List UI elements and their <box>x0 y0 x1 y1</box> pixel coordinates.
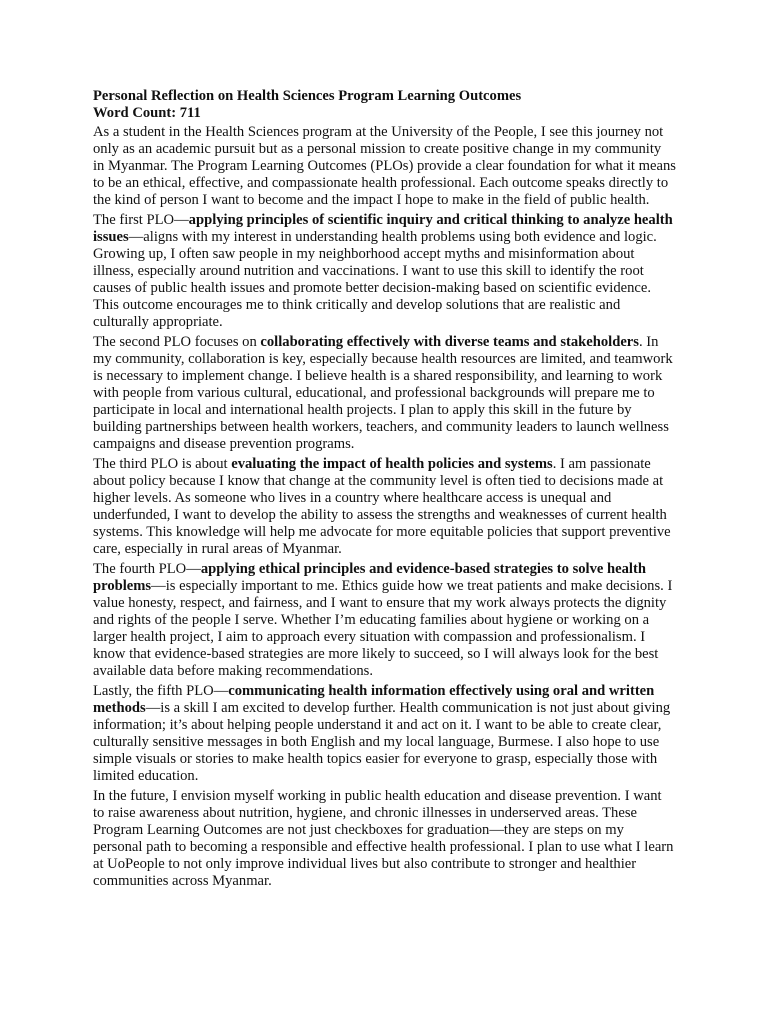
paragraph-text: —is especially important to me. Ethics guide how we treat patients and make decisions. I value honesty, respect, and fairness, and I want to ensure that my work always protects the dignity and rights of the people I serve. Whether I’m educating families about hygiene or working on a larger health project, I aim to approach every situation with compassion and professionalism. I know that evidence-based strategies are more likely to succeed, so I will always look for the best available data before making recommendations. <box>93 578 673 679</box>
paragraph-text: —is a skill I am excited to develop further. Health communication is not just about giving information; it’s about helping people understand it and act on it. I want to be able to create clear, culturally sensitive messages in both English and my local language, Burmese. I also hope to use simple visuals or stories to make health topics easier for everyone to grasp, especially those with limited education. <box>93 700 671 784</box>
paragraph-text: —aligns with my interest in understanding health problems using both evidence and logic. Growing up, I often saw people in my neighborhood accept myths and misinformation about illness, especially around nutrition and vaccinations. I want to use this skill to identify the root causes of public health issues and promote better decision-making based on scientific evidence. This outcome encourages me to think critically and develop solutions that are realistic and culturally appropriate. <box>93 229 657 330</box>
plo-3-emphasis: evaluating the impact of health policies and systems <box>231 456 553 472</box>
paragraph-text: The third PLO is about <box>93 456 232 472</box>
paragraph-intro: As a student in the Health Sciences program at the University of the People, I see this journey not only as an academic pursuit but as a personal mission to create positive change in my community in Myanmar. The Program Learning Outcomes (PLOs) provide a clear foundation for what it means to be an ethical, effective, and compassionate health professional. Each outcome speaks directly to the kind of person I want to become and the impact I hope to make in the field of public health. <box>93 124 676 208</box>
plo-2-emphasis: collaborating effectively with diverse teams and stakeholders <box>260 334 639 350</box>
document-title: Personal Reflection on Health Sciences Program Learning Outcomes <box>93 88 522 104</box>
paragraph-plo-1 <box>93 212 676 331</box>
paragraph-text: The fourth PLO— <box>93 561 201 577</box>
paragraph-text: The second PLO focuses on <box>93 334 261 350</box>
paragraph-text: . I am passionate about policy because I know that change at the community level is often tied to decisions made at higher levels. As someone who lives in a country where healthcare access is unequal and underfunded, I want to develop the ability to assess the strengths and weaknesses of current health systems. This knowledge will help me advocate for more equitable policies that support preventive care, especially in rural areas of Myanmar. <box>93 456 671 557</box>
plo-5-emphasis: communicating health information effectively using oral and written methods <box>93 683 655 716</box>
paragraph-text: . In my community, collaboration is key, especially because health resources are limited, and teamwork is necessary to implement change. I believe health is a shared responsibility, and learning to work with people from various cultural, educational, and professional backgrounds will prepare me to participate in local and international health projects. I plan to apply this skill in the future by building partnerships between health workers, teachers, and community leaders to launch wellness campaigns and disease prevention programs. <box>93 334 673 452</box>
paragraph-plo-2 <box>93 334 676 453</box>
plo-4-emphasis: applying ethical principles and evidence-based strategies to solve health problems <box>93 561 646 594</box>
paragraph-plo-3 <box>93 456 676 558</box>
word-count: Word Count: 711 <box>93 105 201 121</box>
paragraph-plo-4 <box>93 561 676 680</box>
paragraph-text: The first PLO— <box>93 212 189 228</box>
paragraph-text: Lastly, the fifth PLO— <box>93 683 229 699</box>
paragraph-plo-5 <box>93 683 676 785</box>
paragraph-conclusion: In the future, I envision myself working in public health education and disease prevention. I want to raise awareness about nutrition, hygiene, and chronic illnesses in underserved areas. These Program Learning Outcomes are not just checkboxes for graduation—they are steps on my personal path to becoming a responsible and effective health professional. I plan to use what I learn at UoPeople to not only improve individual lives but also contribute to stronger and healthier communities across Myanmar. <box>93 788 674 889</box>
plo-1-emphasis: applying principles of scientific inquiry and critical thinking to analyze health issues <box>93 212 673 245</box>
